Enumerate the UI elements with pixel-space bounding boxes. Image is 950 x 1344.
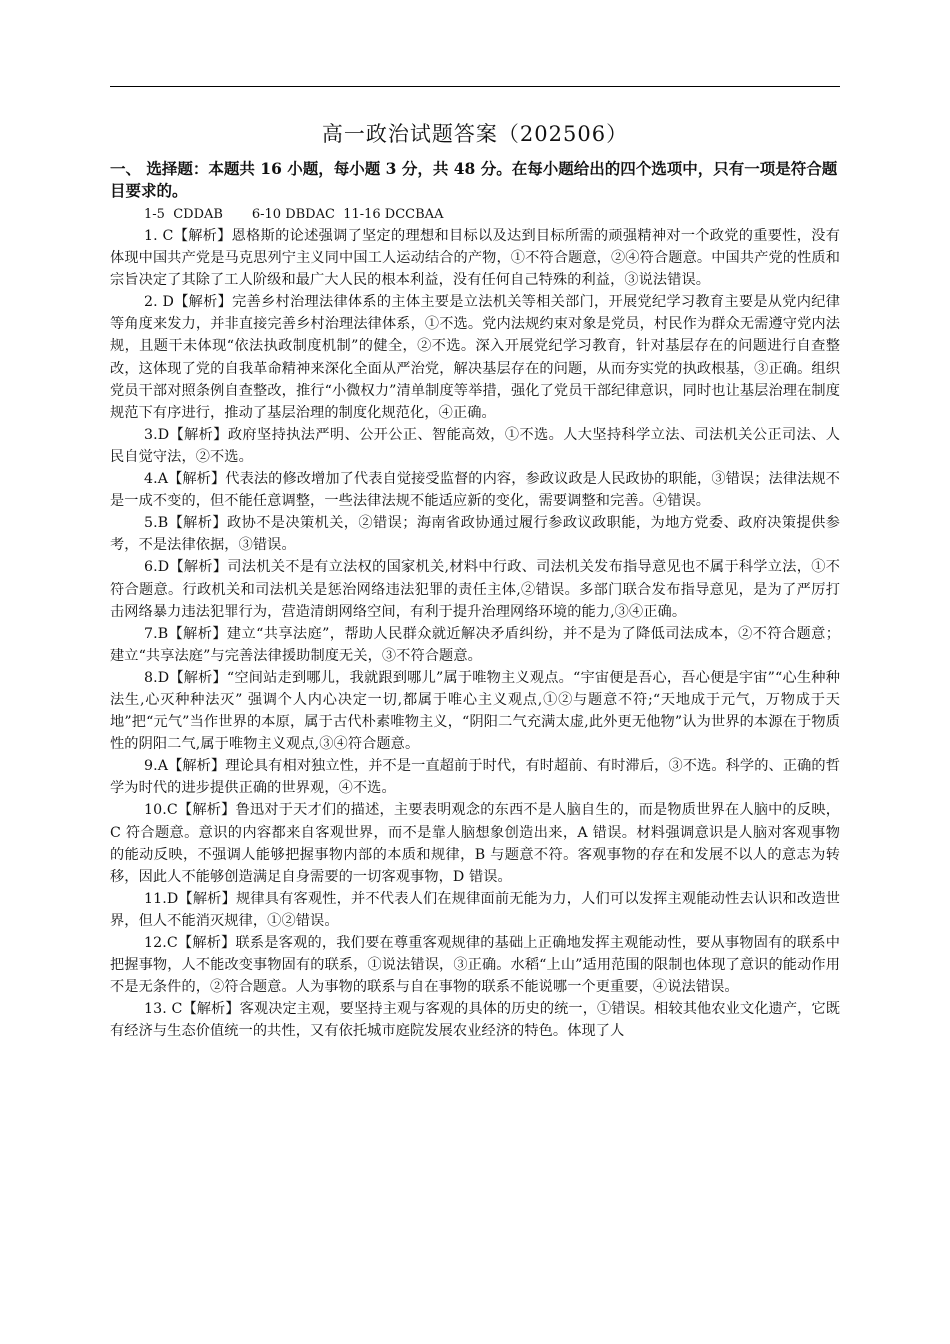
document-body <box>110 120 840 1042</box>
explanation-item-8: 8.D【解析】“空间站走到哪儿，我就跟到哪儿”属于唯物主义观点。“宇宙便是吾心，吾心便是宇宙”“心生种种法生,心灭种种法灭” 强调个人内心决定一切,都属于唯心主义观点,①②与题意不符;“天地成于元气，万物成于天地”把“元气”当作世界的本原，属于古代朴素唯物主义，“阴阳二气充满太虚,此外更无他物”认为世界的本源在于物质性的阴阳二气,属于唯物主义观点,③④符合题意。 <box>110 669 840 753</box>
answer-key: 1-5 CDDAB 6-10 DBDAC 11-16 DCCBAA <box>144 207 444 222</box>
explanation-item-11: 11.D【解析】规律具有客观性，并不代表人们在规律面前无能为力，人们可以发挥主观能动性去认识和改造世界，但人不能消灭规律，①②错误。 <box>110 890 840 929</box>
explanation-item-4: 4.A【解析】代表法的修改增加了代表自觉接受监督的内容，参政议政是人民政协的职能，③错误；法律法规不是一成不变的，但不能任意调整，一些法律法规不能适应新的变化，需要调整和完善。④错误。 <box>110 471 840 510</box>
explanation-item-12: 12.C【解析】联系是客观的，我们要在尊重客观规律的基础上正确地发挥主观能动性，要从事物固有的联系中把握事物，人不能改变事物固有的联系，①说法错误，③正确。水稻“上山”适用范围的限制也体现了意识的能动作用不是无条件的，②符合题意。人为事物的联系与自在事物的联系不能说哪一个更重要，④说法错误。 <box>110 935 840 996</box>
explanation-item-3: 3.D【解析】政府坚持执法严明、公开公正、智能高效，①不选。人大坚持科学立法、司法机关公正司法、人民自觉守法，②不选。 <box>110 426 840 465</box>
explanation-item-10: 10.C【解析】鲁迅对于天才们的描述，主要表明观念的东西不是人脑自生的，而是物质世界在人脑中的反映，C 符合题意。意识的内容都来自客观世界，而不是靠人脑想象创造出来，A 错误。材料强调意识是人脑对客观事物的能动反映，不强调人能够把握事物内部的本质和规律，B 与题意不符。客观事物的存在和发展不以人的意志为转移，因此人不能够创造满足自身需要的一切客观事物，D 错误。 <box>110 802 840 885</box>
explanation-list <box>110 225 840 1042</box>
explanation-item-13: 13. C【解析】客观决定主观，要坚持主观与客观的具体的历史的统一，①错误。相较其他农业文化遗产，它既有经济与生态价值统一的共性，又有依托城市庭院发展农业经济的特色。体现了人 <box>110 1001 840 1040</box>
header-rule <box>110 86 840 87</box>
section-heading: 一、 选择题：本题共 16 小题，每小题 3 分，共 48 分。在每小题给出的四个选项中，只有一项是符合题目要求的。 <box>110 159 838 200</box>
explanation-item-1: 1. C【解析】恩格斯的论述强调了坚定的理想和目标以及达到目标所需的顽强精神对一个政党的重要性，没有体现中国共产党是马克思列宁主义同中国工人运动结合的产物，①不符合题意，②④符合题意。中国共产党的性质和宗旨决定了其除了工人阶级和最广大人民的根本利益，没有任何自己特殊的利益，③说法错误。 <box>110 228 840 289</box>
explanation-item-9: 9.A【解析】理论具有相对独立性，并不是一直超前于时代，有时超前、有时滞后，③不选。科学的、正确的哲学为时代的进步提供正确的世界观，④不选。 <box>110 758 840 797</box>
explanation-item-5: 5.B【解析】政协不是决策机关，②错误；海南省政协通过履行参政议政职能，为地方党委、政府决策提供参考，不是法律依据，③错误。 <box>110 515 840 554</box>
page-title: 高一政治试题答案（202506） <box>321 122 629 146</box>
explanation-item-7: 7.B【解析】建立“共享法庭”，帮助人民群众就近解决矛盾纠纷，并不是为了降低司法成本，②不符合题意；建立“共享法庭”与完善法律援助制度无关，③不符合题意。 <box>110 625 840 664</box>
explanation-item-6: 6.D【解析】司法机关不是有立法权的国家机关,材料中行政、司法机关发布指导意见也不属于科学立法，①不符合题意。行政机关和司法机关是惩治网络违法犯罪的责任主体,②错误。多部门联合发布指导意见，是为了严厉打击网络暴力违法犯罪行为，营造清朗网络空间，有利于提升治理网络环境的能力,③④正确。 <box>110 559 840 620</box>
explanation-item-2: 2. D【解析】完善乡村治理法律体系的主体主要是立法机关等相关部门，开展党纪学习教育主要是从党内纪律等角度来发力，并非直接完善乡村治理法律体系，①不选。党内法规约束对象是党员，村民作为群众无需遵守党内法规，且题干未体现“依法执政制度机制”的健全，②不选。深入开展党纪学习教育，针对基层存在的问题进行自查整改，这体现了党的自我革命精神来深化全面从严治党，解决基层存在的问题，从而夯实党的执政根基，③正确。组织党员干部对照条例自查整改，推行“小微权力”清单制度等举措，强化了党员干部纪律意识，同时也让基层治理在制度规范下有序进行，推动了基层治理的制度化规范化，④正确。 <box>110 294 840 421</box>
